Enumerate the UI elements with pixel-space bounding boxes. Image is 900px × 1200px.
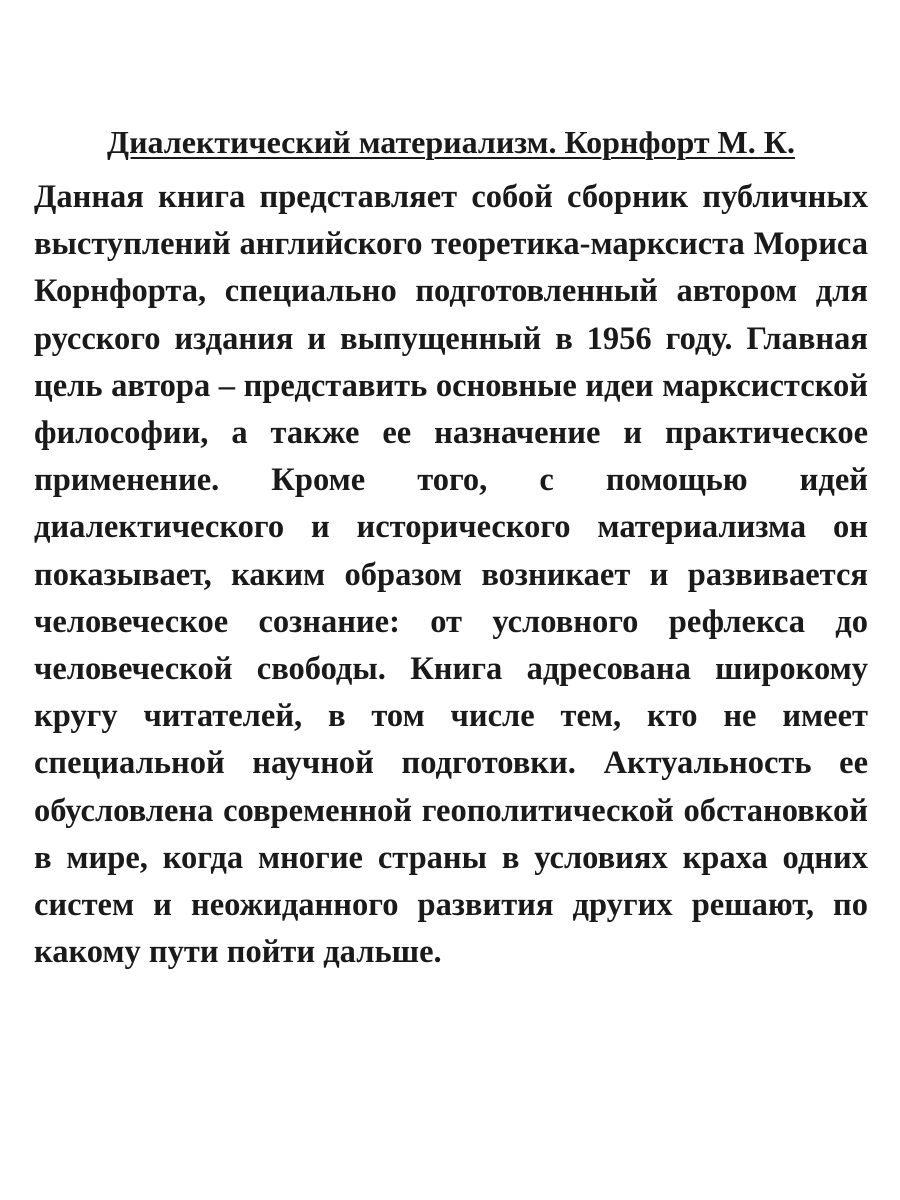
book-description: Данная книга представляет собой сборник публичных выступлений английского теоретика-марксиста Мориса Корнфорта, специально подготовленный автором для русского издания и выпущенный в 1956 году. Главная цель автора – представить основные идеи марксистской философии, а также ее назначение и практическое применение. Кроме того, с помощью идей диалектического и исторического материализма он показывает, каким образом возникает и развивается человеческое сознание: от условного рефлекса до человеческой свободы. Книга адресована широкому кругу читателей, в том числе тем, кто не имеет специальной научной подготовки. Актуальность ее обусловлена современной геополитической обстановкой в мире, когда многие страны в условиях краха одних систем и неожиданного развития других решают, по какому пути пойти дальше.: [34, 179, 868, 971]
document-page: [34, 122, 868, 976]
document-title: Диалектический материализм. Корнфорт М. К.: [107, 124, 795, 160]
